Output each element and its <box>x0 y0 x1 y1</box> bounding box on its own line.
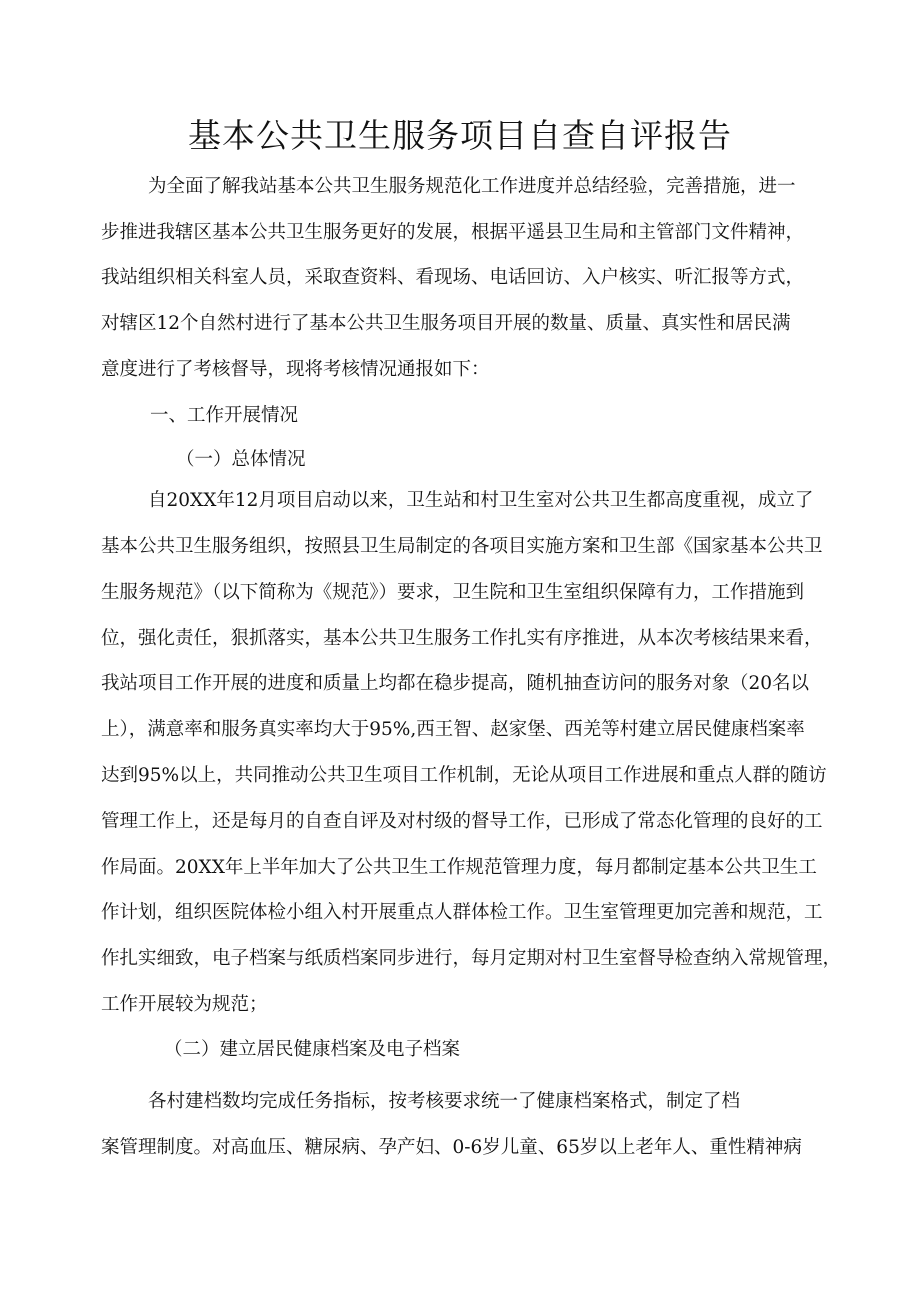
body-line: 工作开展较为规范； <box>101 994 268 1015</box>
body-line: 上），满意率和服务真实率均大于95%,西王智、赵家堡、西羌等村建立居民健康档案率 <box>101 719 805 740</box>
body-line: 作计划，组织医院体检小组入村开展重点人群体检工作。卫生室管理更加完善和规范，工 <box>101 902 823 923</box>
document-title: 基本公共卫生服务项目自查自评报告 <box>188 116 732 155</box>
body-line: 作扎实细致，电子档案与纸质档案同步进行，每月定期对村卫生室督导检查纳入常规管理， <box>101 948 842 969</box>
body-line: 作局面。20XX年上半年加大了公共卫生工作规范管理力度，每月都制定基本公共卫生工 <box>101 857 817 878</box>
body-line: 达到95%以上，共同推动公共卫生项目工作机制，无论从项目工作进展和重点人群的随访 <box>101 765 827 786</box>
body-line: 自20XX年12月项目启动以来，卫生站和村卫生室对公共卫生都高度重视，成立了 <box>148 490 814 511</box>
subsection-heading: （二）建立居民健康档案及电子档案 <box>164 1039 461 1060</box>
body-line: 基本公共卫生服务组织，按照县卫生局制定的各项目实施方案和卫生部《国家基本公共卫 <box>101 536 823 557</box>
intro-line: 步推进我辖区基本公共卫生服务更好的发展，根据平遥县卫生局和主管部门文件精神， <box>101 222 805 243</box>
body-line: 我站项目工作开展的进度和质量上均都在稳步提高，随机抽查访问的服务对象（20名以 <box>101 673 810 694</box>
body-line: 各村建档数均完成任务指标，按考核要求统一了健康档案格式，制定了档 <box>148 1091 741 1112</box>
body-line: 位，强化责任，狠抓落实，基本公共卫生服务工作扎实有序推进，从本次考核结果来看， <box>101 628 823 649</box>
body-line: 案管理制度。对高血压、糖尿病、孕产妇、0-6岁儿童、65岁以上老年人、重性精神病 <box>101 1137 802 1158</box>
intro-line: 意度进行了考核督导，现将考核情况通报如下： <box>101 359 490 380</box>
intro-line: 对辖区12个自然村进行了基本公共卫生服务项目开展的数量、质量、真实性和居民满 <box>101 313 791 334</box>
body-line: 管理工作上，还是每月的自查自评及对村级的督导工作，已形成了常态化管理的良好的工 <box>101 811 823 832</box>
body-line: 生服务规范》（以下简称为《规范》）要求，卫生院和卫生室组织保障有力，工作措施到 <box>101 582 805 603</box>
intro-line: 为全面了解我站基本公共卫生服务规范化工作进度并总结经验，完善措施，进一 <box>148 176 796 197</box>
intro-line: 我站组织相关科室人员，采取查资料、看现场、电话回访、入户核实、听汇报等方式， <box>101 267 805 288</box>
section-heading: 一、工作开展情况 <box>150 405 299 426</box>
subsection-heading: （一）总体情况 <box>176 449 306 470</box>
